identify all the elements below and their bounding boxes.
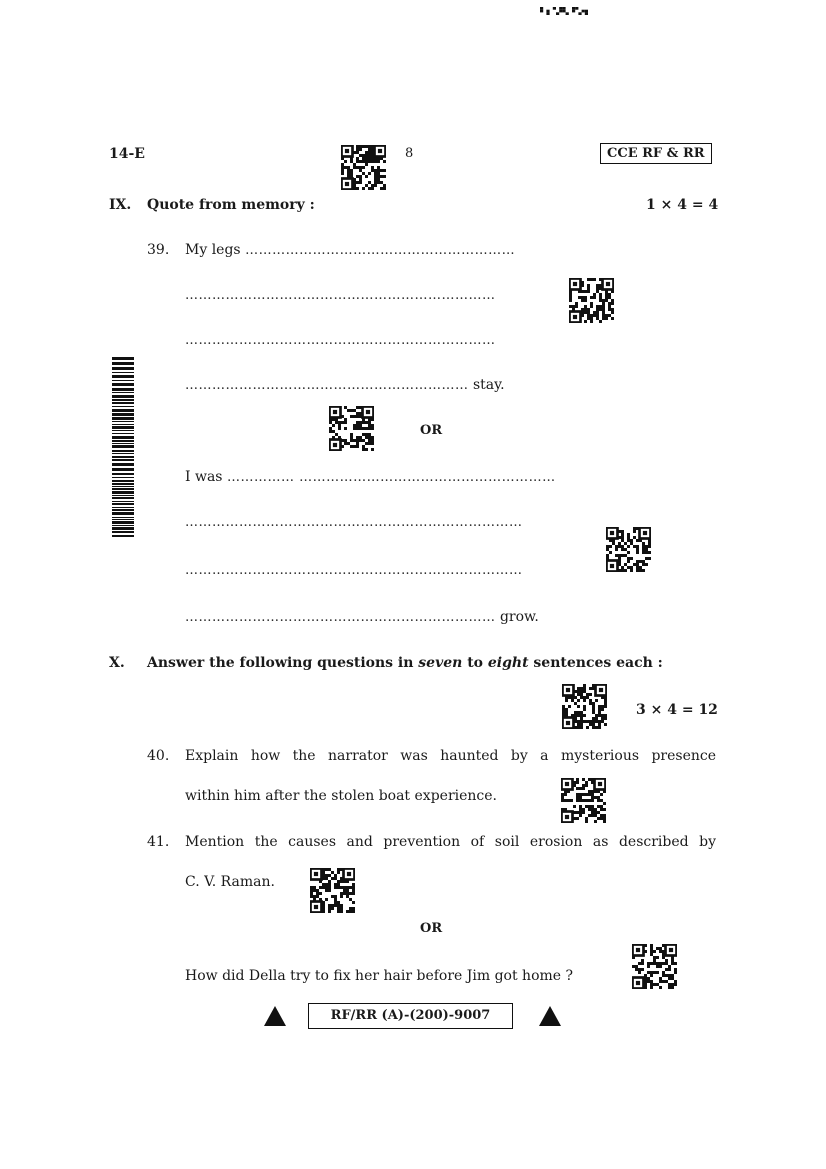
section-x-title xyxy=(147,655,663,671)
section-x-numeral: X. xyxy=(109,655,125,671)
section-x-marks: 3 × 4 = 12 xyxy=(636,702,718,718)
blank-dots: …………………………………………………………… xyxy=(185,288,496,303)
or-separator: OR xyxy=(420,423,443,438)
blank-dots: …………………………………………………… xyxy=(245,243,516,258)
quote-line xyxy=(185,242,515,258)
quote-line xyxy=(185,469,556,485)
section-ix-numeral: IX. xyxy=(109,197,132,213)
blank-dots: …………………………………………………………… xyxy=(185,610,496,625)
qr-code-icon xyxy=(569,278,614,323)
qr-code-icon xyxy=(561,778,606,823)
qr-code-icon xyxy=(632,944,677,989)
section-ix-title: Quote from memory : xyxy=(147,197,315,213)
page-number: 8 xyxy=(405,146,414,161)
triangle-marker-icon xyxy=(539,1006,561,1026)
page-code: 14-E xyxy=(109,146,145,162)
qr-code-icon xyxy=(540,0,588,8)
question-number: 40. xyxy=(147,748,170,764)
title-emphasis: seven xyxy=(418,655,463,671)
title-part: Answer the following questions in xyxy=(147,655,414,671)
blank-dots: ………………………………………………………………… xyxy=(185,515,523,530)
qr-code-icon xyxy=(329,406,374,451)
qr-code-icon xyxy=(562,684,607,729)
question-text: How did Della try to fix her hair before Jim got home ? xyxy=(185,968,574,984)
title-part: to xyxy=(467,655,483,671)
qr-code-icon xyxy=(310,868,355,913)
quote-line xyxy=(185,609,539,625)
blank-dots: …………………………………………………………… xyxy=(185,333,496,348)
question-text: Mention the causes and prevention of soil erosion as described by xyxy=(185,834,716,850)
blank-dots: ……………………………………………………… xyxy=(185,378,469,393)
question-number: 39. xyxy=(147,242,170,258)
section-ix-marks: 1 × 4 = 4 xyxy=(646,197,719,213)
title-part: sentences each : xyxy=(533,655,663,671)
title-emphasis: eight xyxy=(487,655,529,671)
quote-line xyxy=(185,377,505,393)
blank-dots: ………………………………………………………………… xyxy=(185,563,523,578)
question-text: Explain how the narrator was haunted by a mysterious presence xyxy=(185,748,716,764)
quote-end: grow. xyxy=(499,609,539,625)
barcode-icon xyxy=(112,357,134,537)
question-number: 41. xyxy=(147,834,170,850)
triangle-marker-icon xyxy=(264,1006,286,1026)
or-separator: OR xyxy=(420,921,443,936)
quote-start: I was xyxy=(185,469,223,485)
question-text: C. V. Raman. xyxy=(185,874,275,890)
paper-code-box: CCE RF & RR xyxy=(600,143,712,164)
quote-start: My legs xyxy=(185,242,241,258)
quote-end: stay. xyxy=(472,377,505,393)
question-text: within him after the stolen boat experience. xyxy=(185,788,497,804)
qr-code-icon xyxy=(606,527,651,572)
qr-code-icon xyxy=(341,145,386,190)
blank-dots: …………… ………………………………………………… xyxy=(226,470,556,485)
footer-code-box: RF/RR (A)-(200)-9007 xyxy=(308,1003,513,1029)
